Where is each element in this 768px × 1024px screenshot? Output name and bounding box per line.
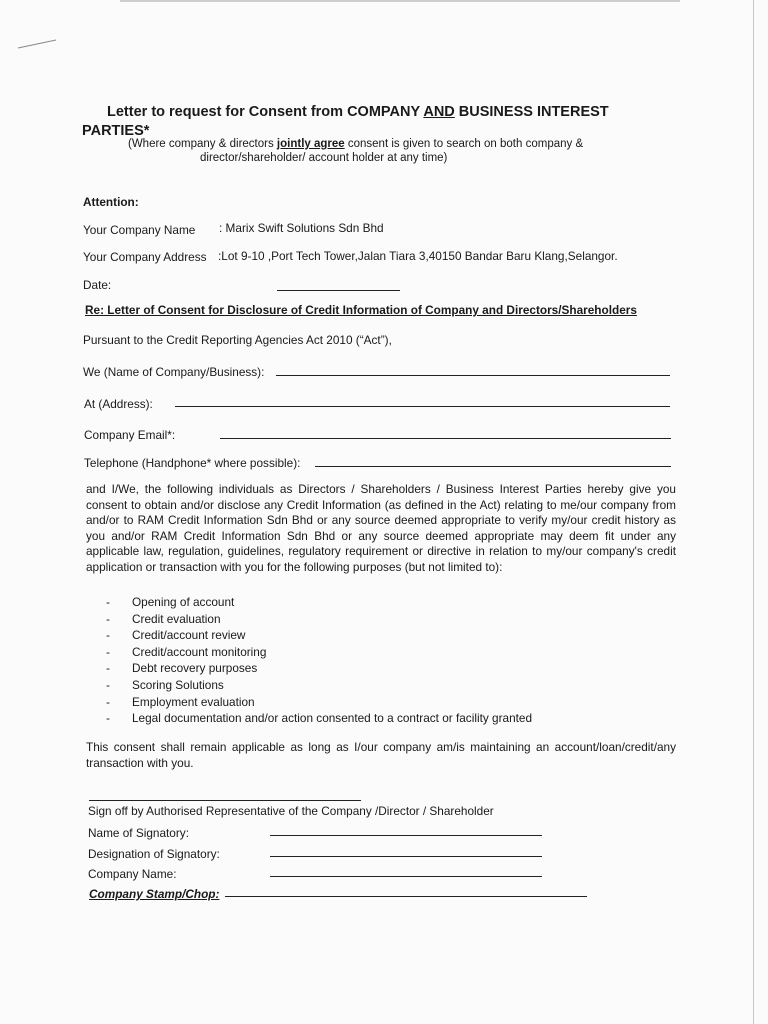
signoff-company-line[interactable] (270, 876, 542, 877)
date-line[interactable] (277, 290, 400, 291)
list-item: - Credit/account monitoring (106, 644, 267, 659)
signature-line[interactable] (89, 800, 361, 801)
letter-subtitle: (Where company & directors jointly agree consent is given to search on both company & (128, 138, 584, 150)
telephone-line[interactable] (315, 466, 671, 467)
company-address-label: Your Company Address (83, 250, 207, 264)
telephone-label: Telephone (Handphone* where possible): (84, 456, 301, 470)
list-item: - Debt recovery purposes (106, 661, 258, 676)
consent-duration: This consent shall remain applicable as long as I/our company am/is maintaining an account/loan/credit/any transaction with you. (86, 740, 676, 770)
letter-title: Letter to request for Consent from COMPANY AND BUSINESS INTEREST (107, 104, 609, 120)
company-name-label: Your Company Name (83, 223, 196, 237)
scan-right-edge (753, 0, 754, 1024)
signatory-designation-line[interactable] (270, 856, 542, 857)
pen-mark (16, 26, 76, 56)
list-item: - Legal documentation and/or action consented to a contract or facility granted (106, 711, 533, 726)
list-item: - Scoring Solutions (106, 677, 224, 692)
company-stamp-line[interactable] (225, 896, 587, 897)
address-line[interactable] (175, 406, 670, 407)
purposes-list (106, 594, 532, 727)
list-item: - Credit evaluation (106, 611, 221, 626)
date-label: Date: (83, 278, 112, 292)
pursuant-text: Pursuant to the Credit Reporting Agencies Act 2010 (“Act”), (83, 333, 392, 347)
list-item: - Opening of account (106, 595, 235, 609)
email-line[interactable] (220, 438, 671, 439)
company-name-value: : Marix Swift Solutions Sdn Bhd (219, 221, 384, 235)
address-label: At (Address): (84, 397, 153, 411)
signatory-designation-label: Designation of Signatory: (88, 847, 220, 861)
list-item: - Employment evaluation (106, 694, 255, 709)
letter-subtitle-line2: director/shareholder/ account holder at any time) (200, 152, 448, 164)
signatory-name-line[interactable] (270, 835, 542, 836)
company-address-value: :Lot 9-10 ,Port Tech Tower,Jalan Tiara 3,40150 Bandar Baru Klang,Selangor. (218, 249, 618, 263)
we-name-line[interactable] (276, 375, 670, 376)
consent-paragraph: and I/We, the following individuals as Directors / Shareholders / Business Interest Parties hereby give you consent to obtain and/or disclose any Credit Information (as defined in the Act) relating to me/our company from and/or to RAM Credit Information Sdn Bhd or any source deemed appropriate to verify my/our credit history as you and/or RAM Credit Information Sdn Bhd or any source deemed appropriate may deem fit under any applicable law, regulation, guidelines, regulatory requirement or directive in relation to my/our company's credit application or transaction with you for the following purposes (but not limited to): (86, 482, 676, 574)
signatory-name-label: Name of Signatory: (88, 826, 189, 840)
attention-label: Attention: (83, 195, 139, 209)
email-label: Company Email*: (84, 428, 176, 442)
letter-title-line2: PARTIES* (82, 123, 150, 139)
signoff-company-label: Company Name: (88, 867, 177, 881)
scan-top-edge (120, 0, 680, 2)
re-line: Re: Letter of Consent for Disclosure of Credit Information of Company and Directors/Shareholders (85, 303, 637, 317)
signoff-heading: Sign off by Authorised Representative of the Company /Director / Shareholder (88, 804, 494, 818)
company-stamp-label: Company Stamp/Chop: (89, 887, 220, 901)
we-name-label: We (Name of Company/Business): (83, 365, 265, 379)
list-item: - Credit/account review (106, 628, 246, 643)
